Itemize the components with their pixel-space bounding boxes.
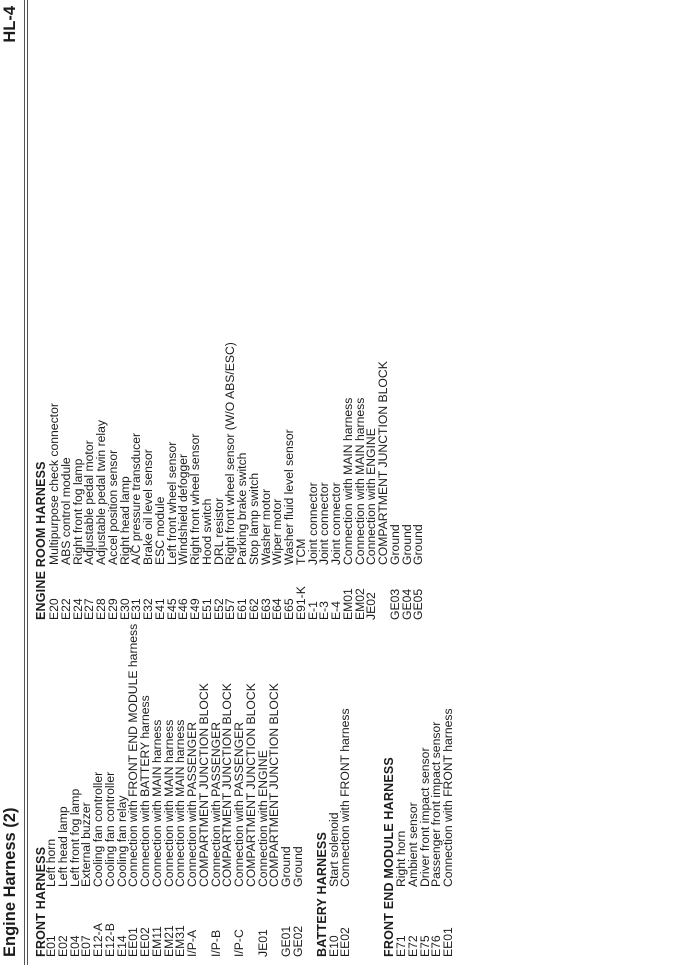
connector-code: E75 [417, 935, 432, 957]
connector-description: Connection with PASSENGER [232, 721, 246, 887]
connector-description: Connection with FRONT END MODULE harness [126, 623, 141, 887]
connector-description: Right front fog lamp [70, 458, 85, 565]
list-item [305, 342, 320, 620]
connector-code: EM11 [149, 926, 164, 957]
connector-code: E20 [47, 598, 61, 620]
page-number: HL-4 [1, 6, 19, 43]
list-item [443, 708, 455, 957]
header-rule-lower [27, 0, 28, 965]
connector-description: Connection with ENGINE [255, 750, 270, 887]
list-item [269, 624, 281, 957]
connector-code: EE02 [338, 927, 353, 957]
connector-code: EM01 [340, 588, 355, 620]
connector-code: EE01 [441, 927, 455, 957]
battery-harness-list [326, 708, 353, 957]
connector-description: External buzzer [79, 802, 94, 887]
connector-code: E30 [117, 598, 132, 620]
connector-description: Parking brake switch [235, 452, 249, 565]
connector-code: E12-A [91, 923, 105, 957]
connector-code: GE05 [411, 588, 426, 620]
connector-description: Ground [279, 846, 293, 887]
connector-description: COMPARTMENT JUNCTION BLOCK [196, 683, 211, 887]
connector-description: Connection with PASSENGER [185, 721, 199, 887]
list-item [143, 342, 155, 620]
page-title: Engine Harness (2) [1, 807, 19, 957]
list-item [199, 342, 214, 620]
connector-code: EE01 [126, 927, 141, 957]
connector-description: ABS control module [58, 457, 73, 565]
connector-description: Ground [399, 524, 414, 565]
connector-description: Left front wheel sensor [164, 441, 179, 565]
connector-description: Right head lamp [117, 476, 132, 565]
connector-description: Ground [411, 524, 426, 565]
connector-code: I/P-A [185, 929, 199, 957]
connector-code: E52 [211, 598, 226, 620]
connector-description: Connection with MAIN harness [149, 719, 164, 887]
connector-code: E07 [79, 935, 94, 957]
connector-code: E45 [164, 598, 179, 620]
connector-code: E72 [405, 935, 420, 957]
list-item [102, 624, 117, 957]
connector-code: E14 [114, 935, 129, 957]
connector-code: E31 [129, 598, 144, 620]
front-end-module-list [396, 708, 455, 957]
connector-code: JE02 [364, 592, 379, 620]
connector-description: Stop lamp switch [246, 472, 261, 565]
list-item [387, 342, 402, 620]
list-item [46, 624, 58, 957]
connector-description: Joint connector [317, 482, 332, 565]
connector-description: Right front wheel sensor [188, 433, 202, 565]
front-harness-heading: FRONT HARNESS [34, 846, 48, 957]
engine-room-harness-heading: ENGINE ROOM HARNESS [34, 461, 48, 620]
connector-code: GE03 [387, 588, 402, 620]
connector-code: E76 [429, 935, 444, 957]
connector-description: Windshield defogger [176, 453, 191, 565]
battery-harness-heading: BATTERY HARNESS [314, 831, 329, 957]
connector-code: E29 [105, 598, 120, 620]
list-item [293, 342, 308, 620]
connector-description: TCM [293, 538, 308, 565]
connector-code: E63 [258, 598, 273, 620]
connector-description: Left horn [44, 838, 58, 887]
connector-description: Connection with BATTERY harness [138, 695, 152, 887]
connector-code: E12-B [102, 923, 117, 957]
connector-description: Ground [387, 524, 402, 565]
connector-description: Connection with ENGINE [364, 428, 379, 565]
connector-description: Joint connector [329, 482, 343, 565]
connector-description: Washer motor [258, 488, 273, 565]
connector-description: Ground [290, 846, 305, 887]
connector-description: Connection with MAIN harness [340, 397, 355, 565]
connector-code: EM31 [173, 925, 188, 957]
list-item [190, 342, 202, 620]
connector-description: Wiper motor [270, 498, 285, 565]
connector-description: Multipurpose check connector [47, 403, 61, 565]
connector-description: Passenger front impact sensor [429, 721, 444, 887]
connector-code: GE01 [279, 925, 293, 957]
connector-code: E62 [246, 598, 261, 620]
connector-code: E24 [70, 598, 85, 620]
connector-code: E46 [176, 598, 191, 620]
connector-code: E61 [235, 598, 249, 620]
connector-description: Adjustable pedal motor [82, 440, 97, 565]
connector-code: EM21 [161, 925, 176, 957]
connector-code: E04 [67, 935, 82, 957]
connector-description: Left front fog lamp [67, 788, 82, 887]
connector-description: A/C pressure transducer [129, 432, 144, 565]
connector-description: COMPARTMENT JUNCTION BLOCK [376, 361, 390, 565]
connector-code: I/P-C [232, 929, 246, 957]
connector-description: Connection with MAIN harness [352, 397, 367, 565]
connector-description: ESC module [152, 496, 167, 565]
connector-description: Right front wheel sensor (W/O ABS/ESC) [223, 342, 238, 565]
connector-description: Accel position sensor [105, 449, 120, 565]
connector-code: E41 [152, 598, 167, 620]
list-item [378, 342, 390, 620]
header-rule [24, 0, 25, 965]
connector-code: E65 [282, 598, 296, 620]
connector-code: E27 [82, 598, 97, 620]
connector-code: E10 [326, 935, 341, 957]
connector-code: E91-K [293, 586, 308, 620]
connector-code: GE04 [399, 588, 414, 620]
connector-description: Connection with FRONT harness [441, 708, 455, 887]
connector-code: E02 [55, 935, 70, 957]
connector-code: E-3 [317, 601, 332, 620]
connector-code: I/P-B [208, 929, 223, 957]
connector-code: GE02 [290, 925, 305, 957]
connector-code: E49 [188, 598, 202, 620]
list-item [340, 708, 352, 957]
connector-description: COMPARTMENT JUNCTION BLOCK [267, 683, 282, 887]
list-item [67, 624, 82, 957]
connector-description: Brake oil level sensor [141, 449, 155, 565]
front-harness-list [46, 624, 305, 957]
list-item [284, 342, 296, 620]
list-item [290, 624, 305, 957]
list-item [413, 342, 425, 620]
connector-code: EE02 [138, 927, 152, 957]
connector-code: E28 [94, 598, 108, 620]
list-item [319, 342, 331, 620]
connector-description: COMPARTMENT JUNCTION BLOCK [243, 683, 258, 887]
connector-description: Left head lamp [55, 806, 70, 887]
list-item [399, 342, 414, 620]
list-item [281, 624, 293, 957]
connector-code: E57 [223, 598, 238, 620]
list-item [258, 342, 273, 620]
connector-description: Connection with MAIN harness [161, 719, 176, 887]
engine-room-harness-list [49, 342, 425, 620]
connector-code: E-1 [305, 601, 320, 620]
connector-code: E-4 [329, 601, 343, 620]
connector-description: Washer fluid level sensor [282, 429, 296, 565]
connector-description: DRL resistor [211, 497, 226, 565]
connector-code: E64 [270, 598, 285, 620]
connector-description: Connection with FRONT harness [338, 708, 353, 887]
connector-description: Joint connector [305, 482, 320, 565]
connector-description: Right horn [394, 830, 408, 887]
connector-code: EM02 [352, 588, 367, 620]
connector-description: Connection with PASSENGER [208, 721, 223, 887]
connector-code: E01 [44, 935, 58, 957]
connector-description: Hood switch [199, 498, 214, 565]
connector-code: JE01 [255, 929, 270, 957]
connector-code: E22 [58, 598, 73, 620]
connector-description: Cooling fan controller [91, 771, 105, 887]
connector-code: E32 [141, 598, 155, 620]
connector-description: Connection with MAIN harness [173, 719, 188, 887]
connector-description: Start solenoid [326, 812, 341, 887]
connector-description: COMPARTMENT JUNCTION BLOCK [220, 683, 235, 887]
connector-description: Cooling fan controller [102, 771, 117, 887]
connector-description: Cooling fan relay [114, 795, 129, 887]
front-end-module-heading: FRONT END MODULE HARNESS [382, 757, 396, 957]
list-item [246, 342, 261, 620]
connector-description: Driver front impact sensor [417, 747, 432, 887]
connector-description: Ambient sensor [405, 802, 420, 887]
connector-code: E71 [394, 935, 408, 957]
connector-code: E51 [199, 598, 214, 620]
connector-description: Adjustable pedal twin relay [94, 420, 108, 565]
